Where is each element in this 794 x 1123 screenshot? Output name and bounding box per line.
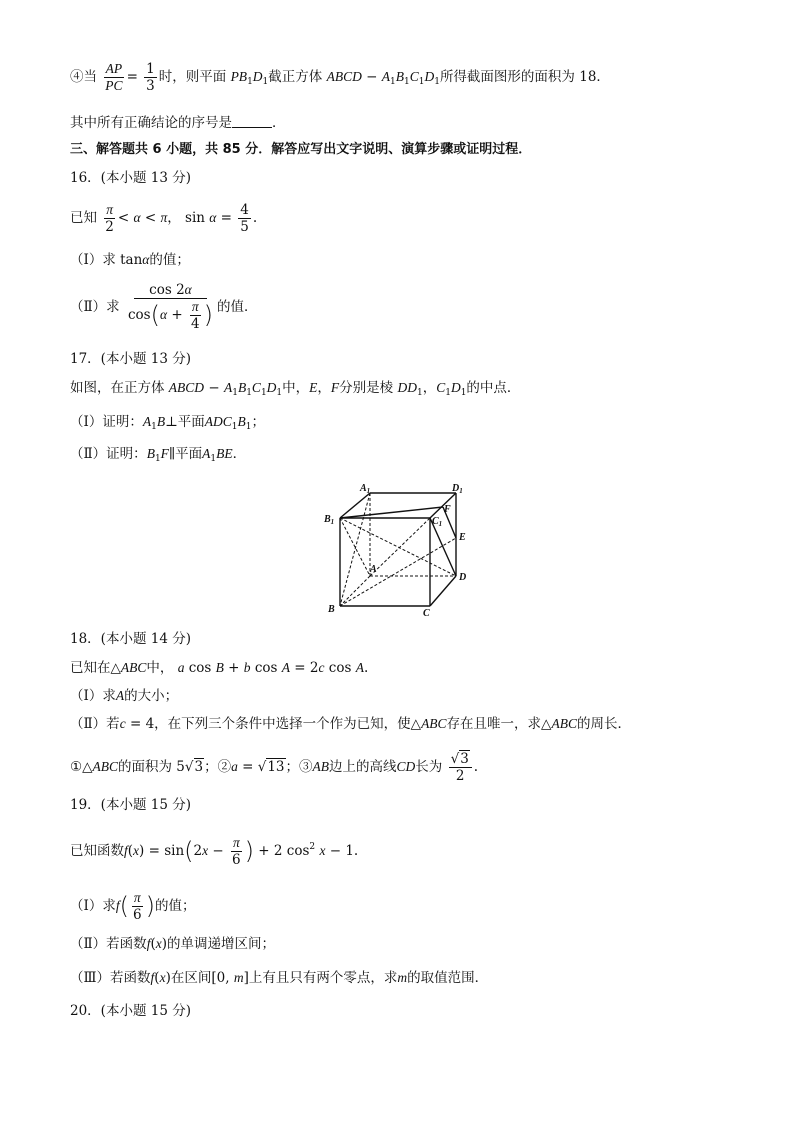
q18-part-1: （Ⅰ）求A的大小； [70,688,179,704]
q17-given: 如图，在正方体 ABCD − $A_1B_1C_1D_1$中，E，F分别是棱 $DD_1$，$C_1D_1$的中点． [70,380,521,398]
q18-part-2: （Ⅱ）若c = 4，在下列三个条件中选择一个作为已知，使△ABC存在且唯一，求△ABC的周长． [70,716,631,732]
label-D1: $D_1$ [452,483,463,495]
q17-header: 17．(本小题 13 分) [70,351,191,367]
label-D: D [459,572,467,583]
q16-part-2: （Ⅱ）求 cos 2α cos(α + $\frac{\pi}{4}$ ) 的值． [70,282,258,333]
q19-given: 已知函数f(x) = sin(2x − $\frac{\pi}{6}$ ) + 2 $\cos^2 x - 1$. [70,835,359,869]
statement-4: ④当 $\frac{AP}{PC}$ = $\frac{1}{3}$ 时，则平面 $PB_1D_1$截正方体 ABCD − $A_1B_1C_1D_1$所得截面图形的面积为 18． [70,61,610,95]
q16-header: 16．(本小题 13 分) [70,170,191,186]
q19-part-2: （Ⅱ）若函数f(x)的单调递增区间； [70,936,276,952]
label-B: B [328,604,335,615]
fraction-cos2a: cos 2α cos(α + $\frac{\pi}{4}$ ) [127,282,213,333]
label-F: F [444,504,451,515]
label-B1: $B_1$ [324,514,335,526]
fraction-one-third: $\frac{1}{3}$ [146,61,155,95]
answer-prompt: 其中所有正确结论的序号是 ． [70,115,286,131]
cube-figure [318,480,483,620]
q18-header: 18．(本小题 14 分) [70,631,191,647]
q20-header: 20．(本小题 15 分) [70,1003,191,1019]
q17-part-1: （Ⅰ）证明：$A_1B\perp$平面$ADC_1B_1$； [70,414,265,432]
label-C1: $C_1$ [432,516,443,528]
q17-part-2: （Ⅱ）证明：$B_1F\parallel$平面$A_1BE$． [70,446,247,464]
label-A1: $A_1$ [360,483,371,495]
q18-given: 已知在△ABC中， a cos B + b cos A = 2c cos A. [70,660,369,676]
q19-header: 19．(本小题 15 分) [70,797,191,813]
fraction-ap-pc: $\frac{AP}{PC}$ [105,61,123,94]
section-3-heading: 三、解答题共 6 小题，共 85 分．解答应写出文字说明、演算步骤或证明过程． [70,142,532,157]
answer-blank[interactable] [232,115,272,128]
q16-part-1: （Ⅰ）求 tanα的值； [70,252,190,268]
label-E: E [459,532,466,543]
label-A: A [370,564,377,575]
q19-part-3: （Ⅲ）若函数f(x)在区间[0, m]上有且只有两个零点，求m的取值范围． [70,970,489,986]
q18-conditions: ①△ABC的面积为 5√3；②a = √13；③AB边上的高线CD长为 $\frac{√3}{2}$ . [70,751,479,785]
q19-part-1: （Ⅰ）求f( $\frac{\pi}{6}$ )的值； [70,890,196,924]
label-C: C [423,608,430,619]
q16-given: 已知 $\frac{\pi}{2}$ < α < π， sin α = $\frac{4}{5}$ . [70,202,258,236]
